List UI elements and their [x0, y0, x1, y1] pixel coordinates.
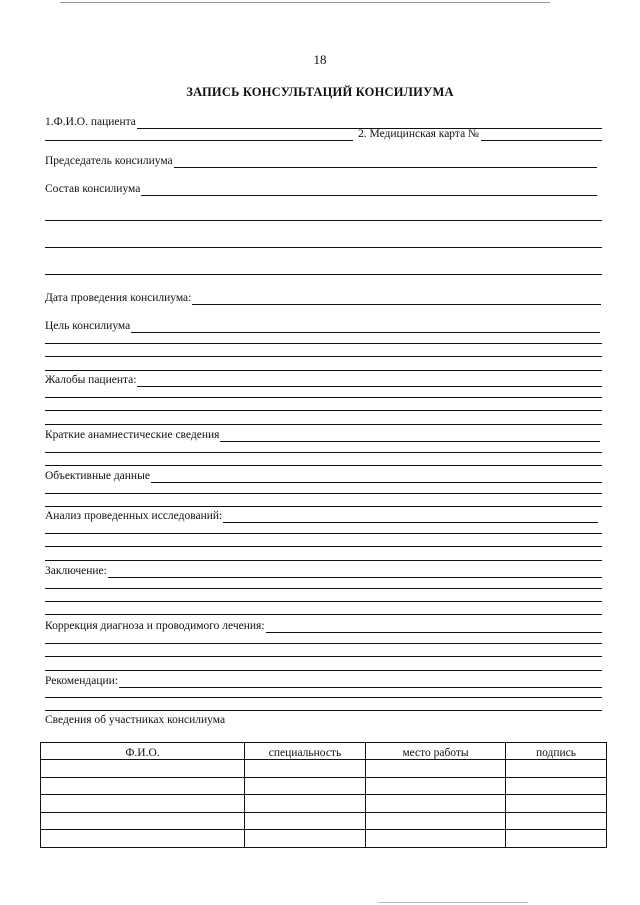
- correction-extra-line[interactable]: [45, 670, 602, 671]
- specialty-cell[interactable]: [245, 760, 366, 778]
- column-header-signature: подпись: [506, 743, 607, 760]
- date-field[interactable]: [45, 292, 601, 305]
- conclusion-line[interactable]: [108, 567, 602, 578]
- name-cell[interactable]: [41, 760, 245, 778]
- form-title: ЗАПИСЬ КОНСУЛЬТАЦИЙ КОНСИЛИУМА: [186, 85, 454, 99]
- table-row: [41, 795, 607, 813]
- participants-title: Сведения об участниках консилиума: [45, 714, 226, 726]
- signature-cell[interactable]: [506, 812, 607, 830]
- page-edge-bottom: [378, 902, 528, 903]
- name-cell[interactable]: [41, 795, 245, 813]
- signature-cell[interactable]: [506, 777, 607, 795]
- chairman-label: Председатель консилиума: [45, 155, 173, 167]
- purpose-extra-line[interactable]: [45, 343, 602, 344]
- composition-line[interactable]: [141, 185, 597, 196]
- purpose-extra-line[interactable]: [45, 370, 602, 371]
- analysis-extra-line[interactable]: [45, 533, 602, 534]
- complaints-label: Жалобы пациента:: [45, 374, 137, 386]
- analysis-label: Анализ проведенных исследований:: [45, 510, 223, 522]
- date-line[interactable]: [192, 294, 601, 305]
- anamnesis-line[interactable]: [220, 431, 600, 442]
- recommendations-extra-line[interactable]: [45, 697, 602, 698]
- composition-label: Состав консилиума: [45, 183, 141, 195]
- analysis-extra-line[interactable]: [45, 546, 602, 547]
- medical-card-field[interactable]: [45, 128, 602, 141]
- objective-extra-line[interactable]: [45, 493, 602, 494]
- signature-cell[interactable]: [506, 830, 607, 848]
- anamnesis-extra-line[interactable]: [45, 452, 602, 453]
- objective-extra-line[interactable]: [45, 506, 602, 507]
- conclusion-extra-line[interactable]: [45, 614, 602, 615]
- complaints-field[interactable]: [45, 374, 602, 387]
- chairman-field[interactable]: [45, 155, 597, 168]
- specialty-cell[interactable]: [245, 830, 366, 848]
- composition-extra-line[interactable]: [45, 247, 602, 248]
- signature-cell[interactable]: [506, 795, 607, 813]
- analysis-line[interactable]: [223, 512, 598, 523]
- complaints-extra-line[interactable]: [45, 397, 602, 398]
- page-edge-top: [60, 2, 550, 3]
- anamnesis-label: Краткие анамнестические сведения: [45, 429, 220, 441]
- column-header-name: Ф.И.О.: [41, 743, 245, 760]
- composition-extra-line[interactable]: [45, 274, 602, 275]
- table-row: [41, 812, 607, 830]
- purpose-field[interactable]: [45, 320, 600, 333]
- chairman-line[interactable]: [174, 157, 597, 168]
- specialty-cell[interactable]: [245, 795, 366, 813]
- correction-extra-line[interactable]: [45, 656, 602, 657]
- specialty-cell[interactable]: [245, 812, 366, 830]
- conclusion-extra-line[interactable]: [45, 601, 602, 602]
- conclusion-field[interactable]: [45, 565, 602, 578]
- recommendations-field[interactable]: [45, 675, 602, 688]
- conclusion-label: Заключение:: [45, 565, 107, 577]
- analysis-field[interactable]: [45, 510, 598, 523]
- composition-extra-line[interactable]: [45, 220, 602, 221]
- column-header-specialty: специальность: [245, 743, 366, 760]
- table-header-row: [41, 743, 607, 760]
- medical-card-line[interactable]: [481, 130, 602, 141]
- workplace-cell[interactable]: [366, 812, 506, 830]
- recommendations-extra-line[interactable]: [45, 710, 602, 711]
- signature-cell[interactable]: [506, 760, 607, 778]
- recommendations-label: Рекомендации:: [45, 675, 119, 687]
- conclusion-extra-line[interactable]: [45, 588, 602, 589]
- anamnesis-field[interactable]: [45, 429, 600, 442]
- specialty-cell[interactable]: [245, 777, 366, 795]
- correction-field[interactable]: [45, 620, 602, 633]
- analysis-extra-line[interactable]: [45, 560, 602, 561]
- column-header-workplace: место работы: [366, 743, 506, 760]
- correction-label: Коррекция диагноза и проводимого лечения:: [45, 620, 265, 632]
- table-row: [41, 830, 607, 848]
- name-cell[interactable]: [41, 830, 245, 848]
- patient-name-label: 1.Ф.И.О. пациента: [45, 116, 136, 128]
- purpose-line[interactable]: [131, 322, 600, 333]
- composition-field[interactable]: [45, 183, 597, 196]
- name-cell[interactable]: [41, 777, 245, 795]
- complaints-line[interactable]: [137, 376, 602, 387]
- objective-line[interactable]: [151, 472, 602, 483]
- workplace-cell[interactable]: [366, 760, 506, 778]
- name-cell[interactable]: [41, 812, 245, 830]
- objective-label: Объективные данные: [45, 470, 150, 482]
- recommendations-line[interactable]: [119, 677, 602, 688]
- purpose-label: Цель консилиума: [45, 320, 131, 332]
- correction-extra-line[interactable]: [45, 643, 602, 644]
- anamnesis-extra-line[interactable]: [45, 465, 602, 466]
- medical-card-label: 2. Медицинская карта №: [358, 128, 480, 140]
- complaints-extra-line[interactable]: [45, 424, 602, 425]
- table-row: [41, 777, 607, 795]
- objective-field[interactable]: [45, 470, 602, 483]
- workplace-cell[interactable]: [366, 777, 506, 795]
- workplace-cell[interactable]: [366, 795, 506, 813]
- complaints-extra-line[interactable]: [45, 410, 602, 411]
- participants-table: [40, 742, 607, 848]
- correction-line[interactable]: [266, 622, 602, 633]
- workplace-cell[interactable]: [366, 830, 506, 848]
- page-number: 18: [313, 52, 327, 67]
- date-label: Дата проведения консилиума:: [45, 292, 192, 304]
- patient-name-continuation-line[interactable]: [45, 130, 353, 141]
- table-row: [41, 760, 607, 778]
- purpose-extra-line[interactable]: [45, 356, 602, 357]
